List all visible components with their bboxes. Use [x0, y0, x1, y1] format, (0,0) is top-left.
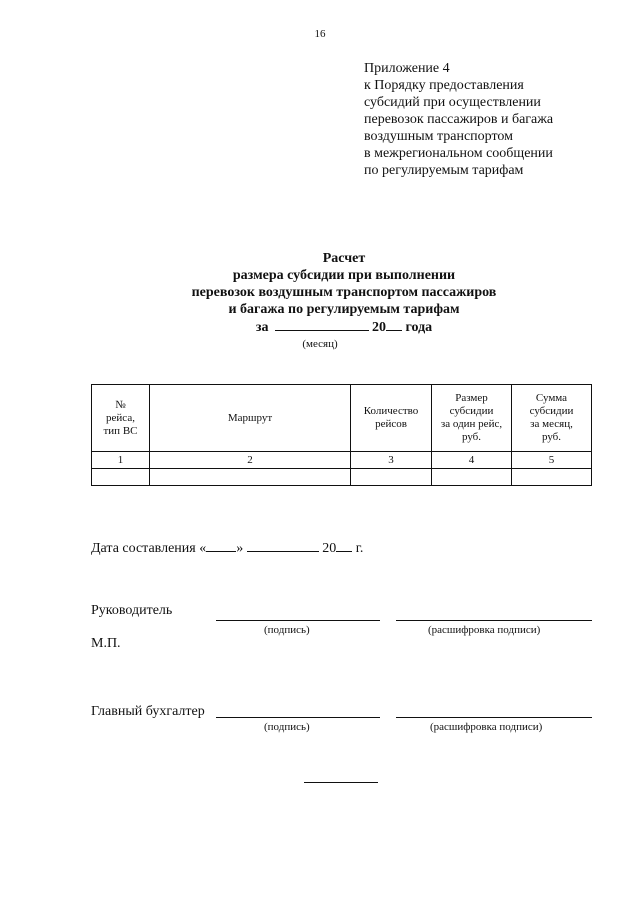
date-year-field[interactable] [336, 537, 352, 552]
appendix-line: субсидий при осуществлении [364, 95, 541, 110]
year-field[interactable] [386, 318, 402, 331]
table-row [92, 469, 592, 486]
column-number: 2 [150, 452, 351, 469]
table-number-row [92, 452, 592, 469]
head-signature-line[interactable] [216, 620, 380, 621]
column-number: 1 [92, 452, 150, 469]
head-decode-caption: (расшифровка подписи) [428, 624, 541, 636]
date-label: Дата составления « [91, 541, 207, 556]
appendix-line: по регулируемым тарифам [364, 163, 524, 178]
table-cell[interactable] [432, 469, 512, 486]
date-close-quote: » [236, 541, 244, 556]
title-line: размера субсидии при выполнении [232, 268, 456, 283]
date-month-field[interactable] [247, 537, 319, 552]
table-cell[interactable] [512, 469, 592, 486]
day-field[interactable] [206, 537, 236, 552]
date-compiled [91, 537, 363, 557]
page-number: 16 [314, 28, 326, 40]
month-caption: (месяц) [302, 338, 338, 350]
accountant-label: Главный бухгалтер [91, 704, 205, 719]
title-line: Расчет [322, 251, 366, 266]
accountant-decode-caption: (расшифровка подписи) [430, 721, 543, 733]
table-cell[interactable] [150, 469, 351, 486]
appendix-line: в межрегиональном сообщении [364, 146, 553, 161]
title-line: и багажа по регулируемым тарифам [228, 302, 460, 317]
month-field[interactable] [275, 318, 369, 331]
period-suffix: года [405, 320, 433, 335]
period-prefix: за [255, 320, 269, 335]
header-cell-flight: № рейса, тип ВС [92, 385, 150, 452]
accountant-decode-line[interactable] [396, 717, 592, 718]
appendix-line: перевозок пассажиров и багажа [364, 112, 554, 127]
table-cell[interactable] [351, 469, 432, 486]
header-cell-count: Количество рейсов [351, 385, 432, 452]
head-signature-caption: (подпись) [264, 624, 310, 636]
date-suffix: г. [355, 541, 364, 556]
appendix-line: Приложение 4 [364, 61, 450, 76]
appendix-header [364, 60, 553, 179]
title-period-line [0, 318, 640, 336]
header-cell-route: Маршрут [150, 385, 351, 452]
accountant-signature-line[interactable] [216, 717, 380, 718]
accountant-signature-caption: (подпись) [264, 721, 310, 733]
stamp-place: М.П. [91, 636, 121, 651]
table-header-row [92, 385, 592, 452]
end-divider [304, 782, 378, 783]
head-decode-line[interactable] [396, 620, 592, 621]
title-line: перевозок воздушным транспортом пассажиров [191, 285, 497, 300]
period-year: 20 [371, 320, 386, 335]
column-number: 5 [512, 452, 592, 469]
column-number: 4 [432, 452, 512, 469]
header-cell-sum: Сумма субсидии за месяц, руб. [512, 385, 592, 452]
column-number: 3 [351, 452, 432, 469]
subsidy-table [91, 384, 592, 486]
head-label: Руководитель [91, 603, 173, 618]
appendix-line: к Порядку предоставления [364, 78, 524, 93]
table-cell[interactable] [92, 469, 150, 486]
document-title [0, 250, 640, 336]
appendix-line: воздушным транспортом [364, 129, 513, 144]
date-year: 20 [322, 541, 337, 556]
header-cell-rate: Размер субсидии за один рейс, руб. [432, 385, 512, 452]
